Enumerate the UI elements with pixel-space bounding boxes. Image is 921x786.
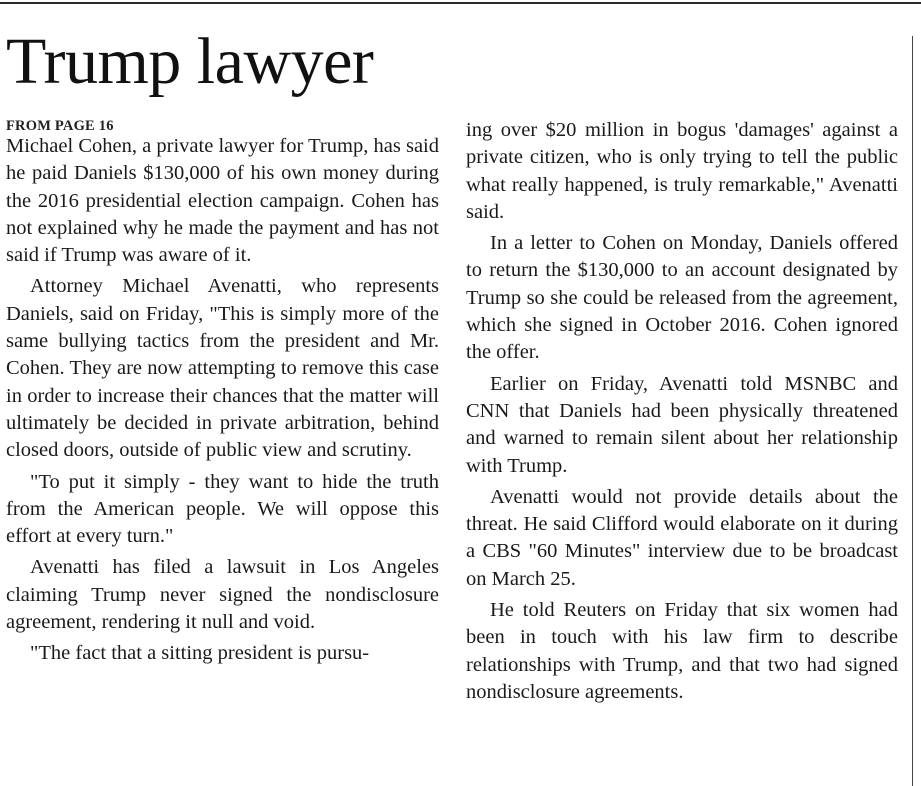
- paragraph: Attorney Michael Avenatti, who represents Daniels, said on Friday, "This is simply more of the same bullying tactics from the president and Mr. Cohen. They are now attempting to remove this case in order to increase their chances that the matter will ultimately be decided in private arbitration, behind closed doors, outside of public view and scrutiny.: [6, 275, 439, 462]
- headline: Trump lawyer: [6, 25, 374, 98]
- top-rule: [0, 2, 921, 4]
- left-column: [6, 117, 439, 668]
- paragraph: Avenatti has filed a lawsuit in Los Angeles claiming Trump never signed the nondisclosure agreement, rendering it null and void.: [6, 556, 439, 634]
- right-column: [466, 117, 898, 706]
- column-rule: [912, 36, 913, 786]
- paragraph: Avenatti would not provide details about the threat. He said Clifford would elaborate on it during a CBS "60 Minutes" interview due to be broadcast on March 25.: [466, 485, 898, 590]
- paragraph: Michael Cohen, a private lawyer for Trump, has said he paid Daniels $130,000 of his own money during the 2016 presidential election campaign. Cohen has not explained why he made the payment and has not said if Trump was aware of it.: [6, 135, 439, 267]
- paragraph: ing over $20 million in bogus 'damages' against a private citizen, who is only trying to tell the public what really happened, is truly remarkable," Avenatti said.: [466, 119, 898, 223]
- paragraph: "To put it simply - they want to hide the truth from the American people. We will oppose this effort at every turn.": [6, 470, 439, 548]
- paragraph: Earlier on Friday, Avenatti told MSNBC and CNN that Daniels had been physically threatened and warned to remain silent about her relationship with Trump.: [466, 372, 898, 477]
- jump-line: FROM PAGE 16: [6, 118, 114, 134]
- paragraph: "The fact that a sitting president is pursu-: [30, 642, 370, 665]
- paragraph: He told Reuters on Friday that six women had been in touch with his law firm to describe relationships with Trump, and that two had signed nondisclosure agreements.: [466, 599, 898, 703]
- paragraph: In a letter to Cohen on Monday, Daniels offered to return the $130,000 to an account designated by Trump so she could be released from the agreement, which she signed in October 2016. Cohen ignored the offer.: [466, 232, 898, 364]
